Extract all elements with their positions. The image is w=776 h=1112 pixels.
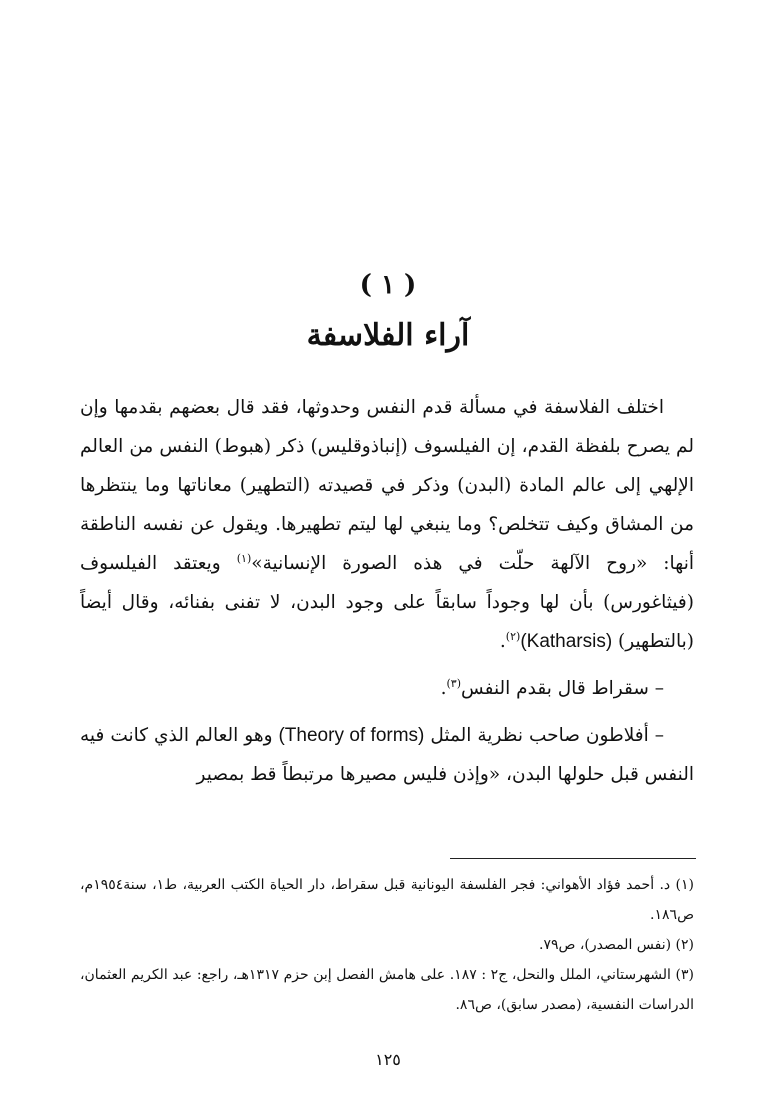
paragraph-3 <box>80 716 694 794</box>
footnote-ref-1: (١) <box>236 551 252 565</box>
page-number: ١٢٥ <box>375 1050 401 1069</box>
paragraph-2-text-b: . <box>440 678 447 699</box>
latin-term-katharsis: (Katharsis) <box>520 631 613 652</box>
footnote-2: (٢) (نفس المصدر)، ص٧٩. <box>538 937 694 953</box>
footnote-ref-2: (٢) <box>505 629 521 643</box>
paragraph-3-text-b: وهو العالم الذي كانت فيه النفس قبل حلولها البدن، «وإذن فليس مصيرها مرتبطاً قط بمصير <box>80 725 694 785</box>
paragraph-3-text-a: – أفلاطون صاحب نظرية المثل <box>424 725 664 746</box>
footnote-3: (٣) الشهرستاني، الملل والنحل، ج٢ : ١٨٧. على هامش الفصل إبن حزم ١٣١٧هـ، راجع: عبد الكريم العثمان، الدراسات النفسية، (مصدر سابق)، ص٨٦. <box>80 967 694 1013</box>
footnote-1: (١) د. أحمد فؤاد الأهواني: فجر الفلسفة اليونانية قبل سقراط، دار الحياة الكتب العربية، ط١، سنة١٩٥٤م، ص١٨٦. <box>80 877 694 923</box>
paragraph-2 <box>80 669 694 708</box>
footnote-divider <box>450 858 696 859</box>
paragraph-1 <box>80 388 694 661</box>
paragraph-1-text-b: ويعتقد الفيلسوف (فيثاغورس) بأن لها وجوداً سابقاً على وجود البدن، لا تفنى بفنائه، وقال أيضاً (بالتطهير) <box>80 553 694 652</box>
paragraph-1-text-a: اختلف الفلاسفة في مسألة قدم النفس وحدوثها، فقد قال بعضهم بقدمها وإن لم يصرح بلفظة القدم، إن الفيلسوف (إنباذوقليس) ذكر (هبوط) النفس من العالم الإلهي إلى عالم المادة (البدن) وذكر في قصيدته (التطهير) معاناتها وما ينتظرها من المشاق وكيف تتخلص؟ وما ينبغي لها ليتم تطهيرها. ويقول عن نفسه الناطقة أنها: «روح الآلهة حلّت في هذه الصورة الإنسانية» <box>80 397 694 574</box>
chapter-title: آراء الفلاسفة <box>306 318 470 353</box>
paragraph-2-text-a: – سقراط قال بقدم النفس <box>461 678 664 699</box>
chapter-number: ( ١ ) <box>359 270 417 300</box>
paragraph-1-text-c: . <box>499 631 506 652</box>
footnotes <box>80 870 694 1020</box>
body-text <box>80 388 694 794</box>
latin-term-theory-of-forms: (Theory of forms) <box>278 725 425 746</box>
footnote-ref-3: (٣) <box>446 676 461 690</box>
